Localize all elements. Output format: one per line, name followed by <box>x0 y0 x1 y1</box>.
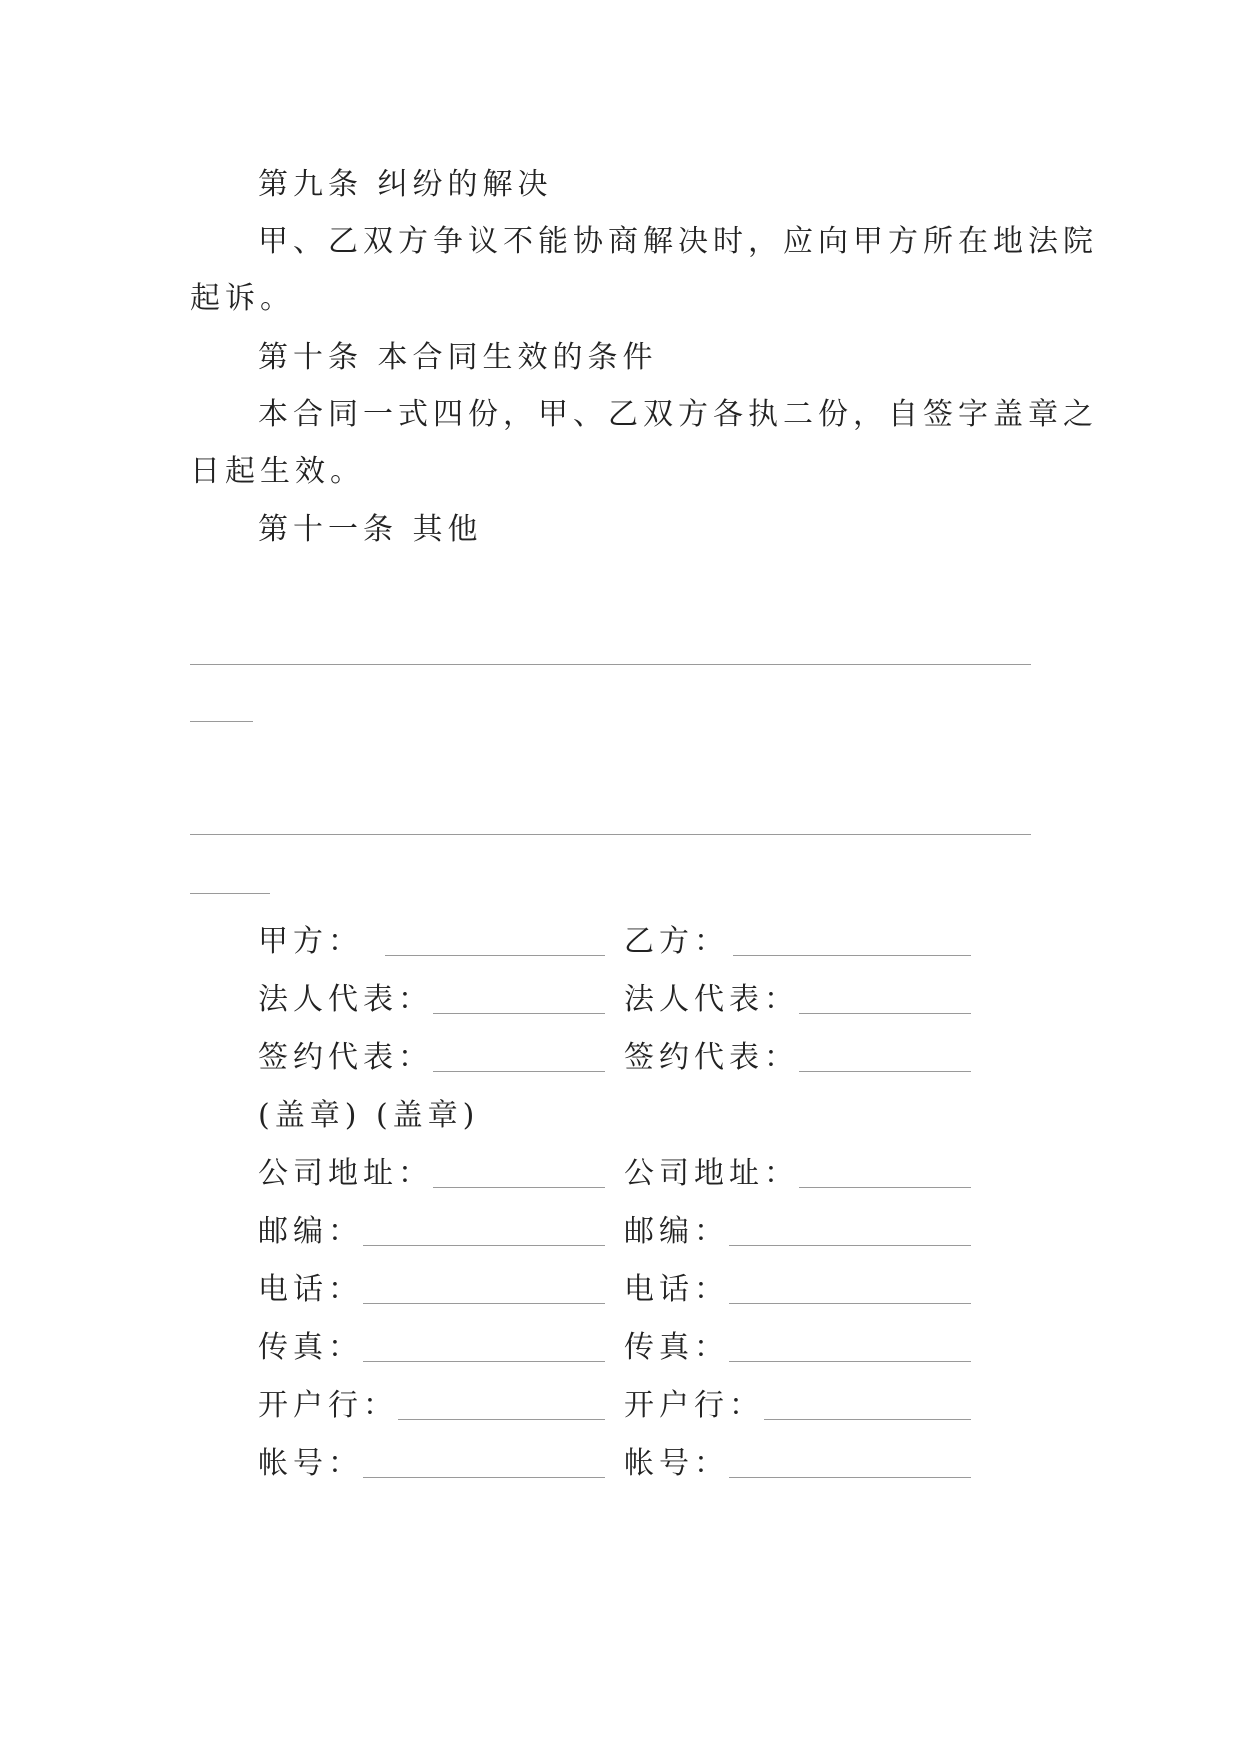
signature-row-signing-rep <box>258 1034 1018 1078</box>
party-b-phone-label: 电话： <box>624 1272 729 1307</box>
party-b-account-field[interactable] <box>729 1477 971 1478</box>
article-9-paragraph-line1: 甲、乙双方争议不能协商解决时，应向甲方所在地法院 <box>258 224 1098 259</box>
fill-in-line-2b[interactable] <box>190 893 270 894</box>
party-b-legal-rep-label: 法人代表： <box>624 982 799 1017</box>
party-b-postcode-label: 邮编： <box>624 1214 729 1249</box>
party-b-address-label: 公司地址： <box>624 1156 799 1191</box>
party-a-signing-rep-label: 签约代表： <box>258 1040 433 1075</box>
party-a-phone-field[interactable] <box>363 1303 605 1304</box>
signature-row-legal-rep <box>258 976 1018 1020</box>
article-10-paragraph-line2: 日起生效。 <box>190 454 365 489</box>
party-b-account-label: 帐号： <box>624 1446 729 1481</box>
article-11-heading: 第十一条 其他 <box>258 512 483 547</box>
party-b-label: 乙方： <box>624 924 729 959</box>
party-b-address-field[interactable] <box>799 1187 971 1188</box>
party-a-signing-rep-field[interactable] <box>433 1071 605 1072</box>
party-b-phone-field[interactable] <box>729 1303 971 1304</box>
party-b-signing-rep-label: 签约代表： <box>624 1040 799 1075</box>
party-a-legal-rep-field[interactable] <box>433 1013 605 1014</box>
signature-row-address <box>258 1150 1018 1194</box>
party-a-label: 甲方： <box>258 924 363 959</box>
party-a-bank-label: 开户行： <box>258 1388 398 1423</box>
party-b-postcode-field[interactable] <box>729 1245 971 1246</box>
fill-in-line-1a[interactable] <box>190 664 1031 665</box>
party-b-signing-rep-field[interactable] <box>799 1071 971 1072</box>
party-a-postcode-label: 邮编： <box>258 1214 363 1249</box>
signature-row-seal <box>258 1092 1018 1136</box>
party-a-address-field[interactable] <box>433 1187 605 1188</box>
party-a-field[interactable] <box>385 955 605 956</box>
party-a-legal-rep-label: 法人代表： <box>258 982 433 1017</box>
party-a-address-label: 公司地址： <box>258 1156 433 1191</box>
fill-in-line-1b[interactable] <box>190 721 253 722</box>
fill-in-line-2a[interactable] <box>190 834 1031 835</box>
party-a-fax-field[interactable] <box>363 1361 605 1362</box>
article-10-heading: 第十条 本合同生效的条件 <box>258 340 658 375</box>
party-a-postcode-field[interactable] <box>363 1245 605 1246</box>
party-a-account-field[interactable] <box>363 1477 605 1478</box>
seal-labels: (盖章) (盖章) <box>258 1098 480 1133</box>
party-a-bank-field[interactable] <box>398 1419 605 1420</box>
signature-row-bank <box>258 1382 1018 1426</box>
article-9-heading: 第九条 纠纷的解决 <box>258 167 553 202</box>
party-b-legal-rep-field[interactable] <box>799 1013 971 1014</box>
party-a-phone-label: 电话： <box>258 1272 363 1307</box>
party-b-fax-field[interactable] <box>729 1361 971 1362</box>
signature-row-fax <box>258 1324 1018 1368</box>
party-a-fax-label: 传真： <box>258 1330 363 1365</box>
signature-row-phone <box>258 1266 1018 1310</box>
signature-row-party <box>258 918 1018 962</box>
article-10-paragraph-line1: 本合同一式四份，甲、乙双方各执二份，自签字盖章之 <box>258 397 1098 432</box>
party-b-bank-field[interactable] <box>764 1419 971 1420</box>
party-a-account-label: 帐号： <box>258 1446 363 1481</box>
party-b-bank-label: 开户行： <box>624 1388 764 1423</box>
party-b-field[interactable] <box>733 955 971 956</box>
article-9-paragraph-line2: 起诉。 <box>190 281 295 316</box>
party-b-fax-label: 传真： <box>624 1330 729 1365</box>
signature-row-postcode <box>258 1208 1018 1252</box>
signature-row-account <box>258 1440 1018 1484</box>
